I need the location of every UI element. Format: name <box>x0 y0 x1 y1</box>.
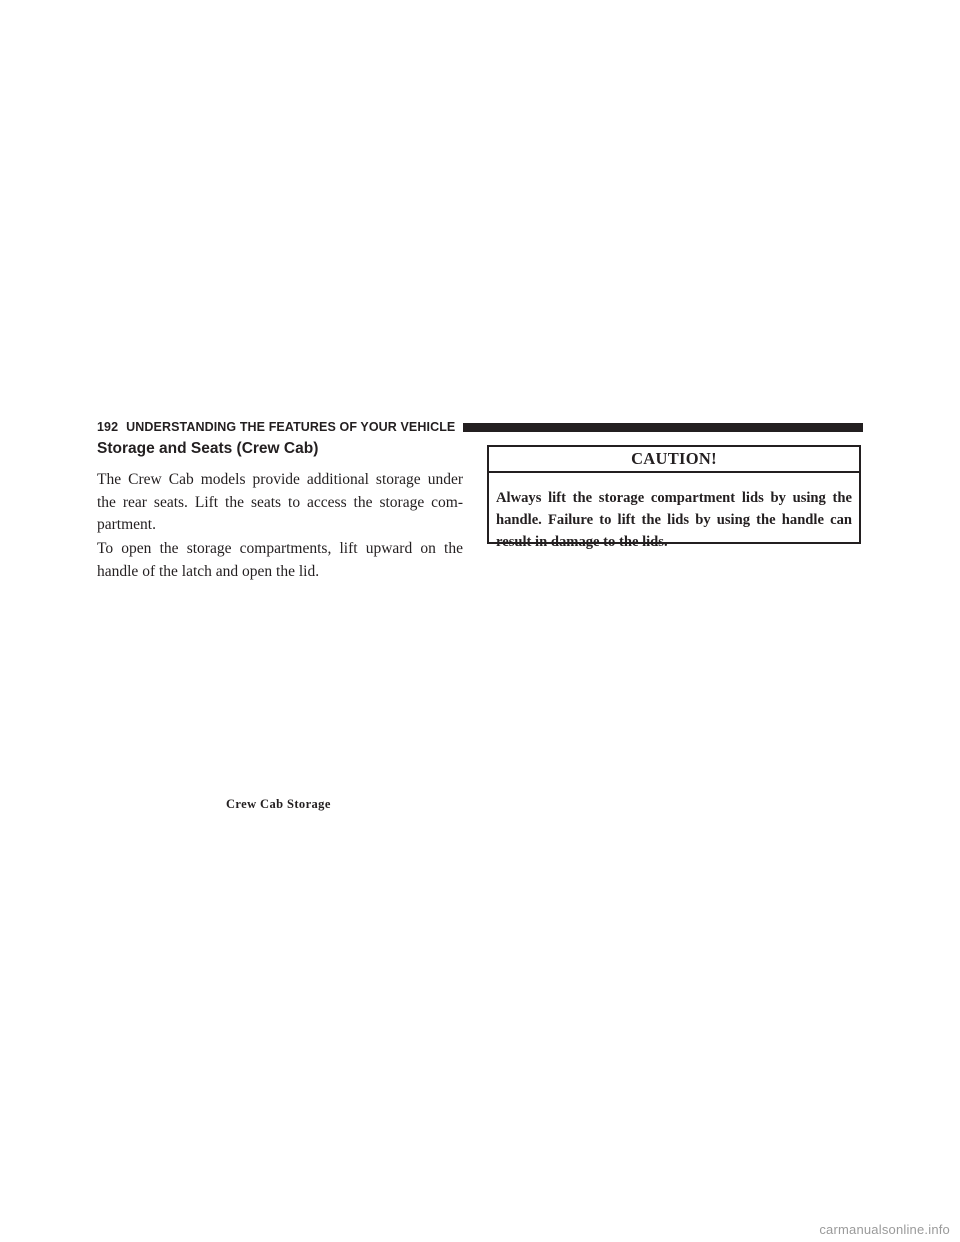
caution-box <box>487 445 861 550</box>
running-title: UNDERSTANDING THE FEATURES OF YOUR VEHICLE <box>126 420 456 434</box>
page-number: 192 <box>97 420 119 434</box>
body-paragraph-open-instructions: To open the storage compartments, lift upward on the handle of the latch and open the lid. <box>97 540 463 580</box>
section-heading: Storage and Seats (Crew Cab) <box>97 440 319 457</box>
figure-caption: Crew Cab Storage <box>226 797 331 811</box>
caution-title: CAUTION! <box>489 447 859 473</box>
header-rule <box>463 423 863 432</box>
page-header <box>97 418 863 436</box>
watermark: carmanualsonline.info <box>819 1222 950 1237</box>
caution-text: Always lift the storage compartment lids by using the handle. Failure to lift the lids by using the handle can result in damage to the lids. <box>496 490 852 550</box>
body-paragraph-storage: The Crew Cab models provide additional storage under the rear seats. Lift the seats to access the storage com-partment. <box>97 471 463 533</box>
